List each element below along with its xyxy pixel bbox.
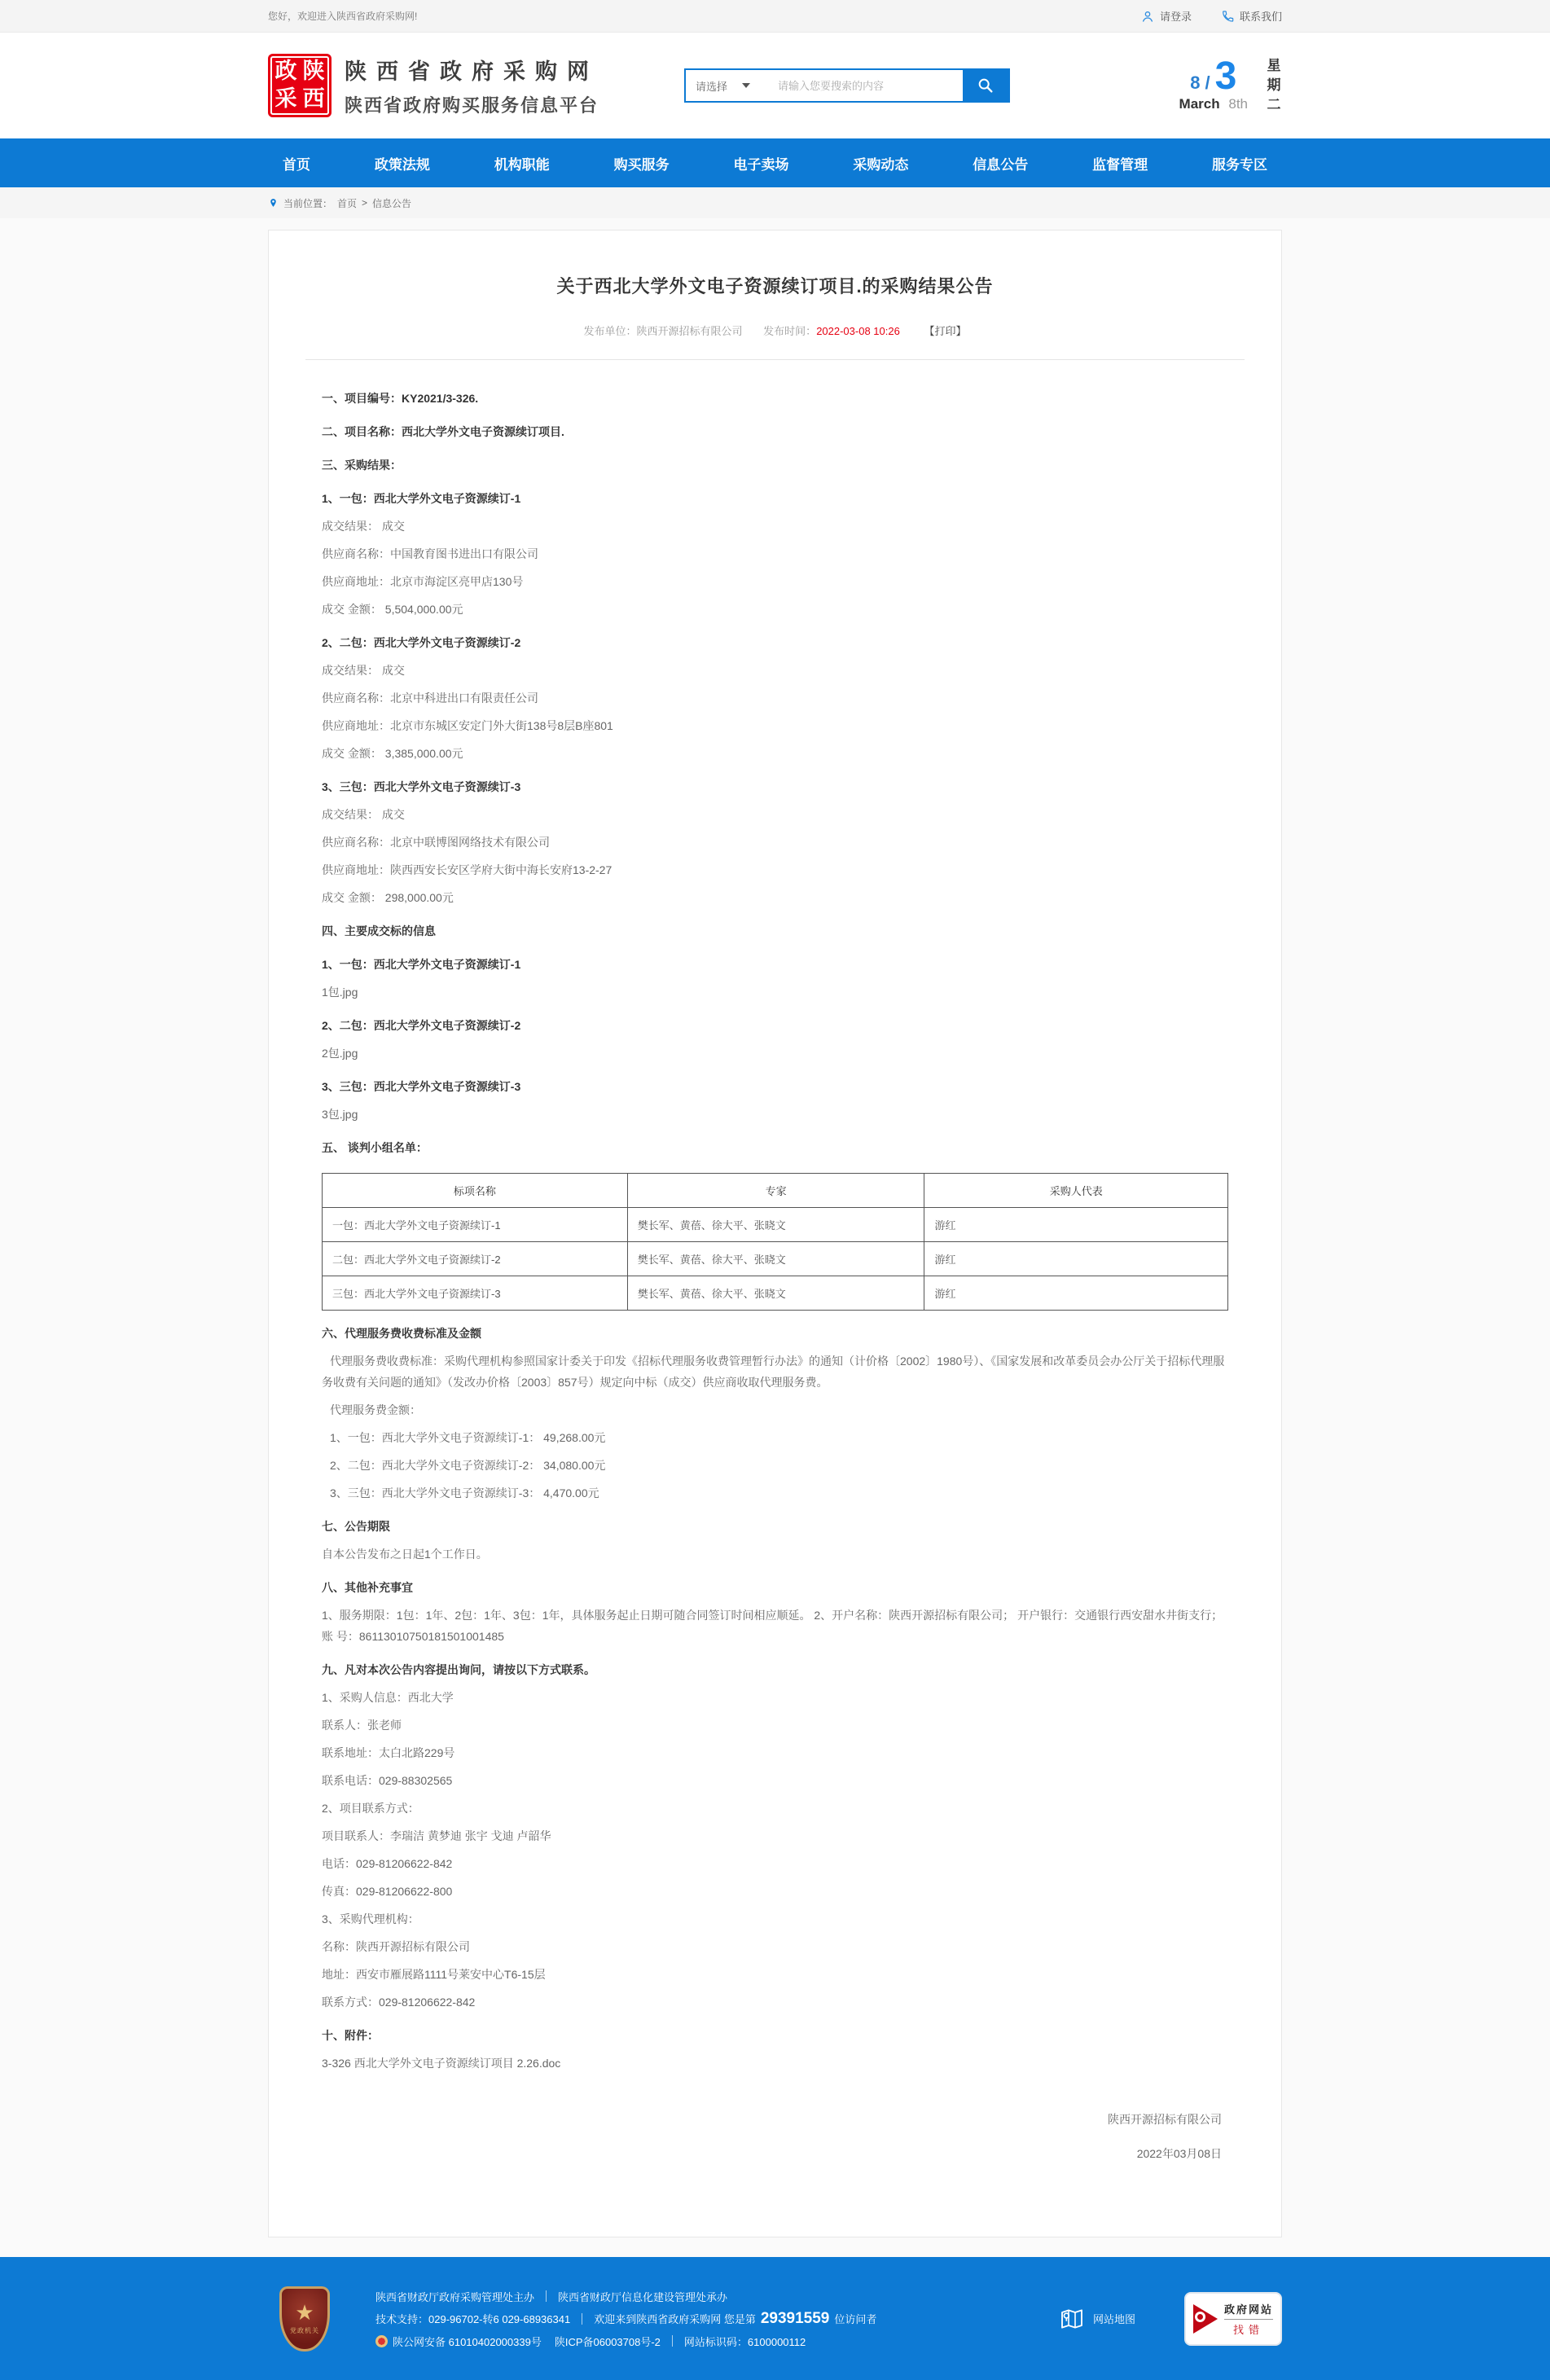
section-heading: 2、二包：西北大学外文电子资源续订-2 — [322, 636, 521, 649]
nav-item-9[interactable]: 服务专区 — [1212, 156, 1267, 173]
body-paragraph: 联系电话：029-88302565 — [322, 1774, 453, 1787]
body-paragraph: 地址：西安市雁展路1111号莱安中心T6-15层 — [322, 1968, 546, 1981]
emblem-star: ★ — [295, 2300, 314, 2325]
section-heading: 二、项目名称：西北大学外文电子资源续订项目. — [322, 425, 564, 438]
search-input[interactable] — [771, 70, 963, 101]
footer-site-code: 网站标识码：6100000112 — [683, 2335, 806, 2348]
date-weekday: 星期二 — [1267, 58, 1281, 112]
body-paragraph: 1、服务期限：1包：1年、2包：1年、3包：1年，具体服务起止日期可随合同签订时间相应顺延。 2、开户名称：陕西开源招标有限公司； 开户银行：交通银行西安甜水井街支行； 账 号：86113010750181501001485 — [322, 1609, 1223, 1643]
error-flag-icon — [1193, 2304, 1218, 2334]
body-paragraph: 2、二包：西北大学外文电子资源续订-2： 34,080.00元 — [330, 1459, 606, 1472]
site-subtitle: 陕西省政府购买服务信息平台 — [345, 95, 599, 116]
section-heading: 六、代理服务费收费标准及金额 — [322, 1327, 481, 1340]
body-paragraph: 项目联系人：李瑞洁 黄梦迪 张宇 戈迪 卢韶华 — [322, 1829, 551, 1842]
body-paragraph: 3包.jpg — [322, 1108, 358, 1121]
footer-organizer: 陕西省财政厅政府采购管理处主办 — [375, 2290, 535, 2303]
section-heading: 一、项目编号：KY2021/3-326. — [322, 392, 479, 405]
body-paragraph: 联系方式：029-81206622-842 — [322, 1996, 476, 2009]
publisher-value: 陕西开源招标有限公司 — [636, 325, 743, 337]
body-paragraph: 供应商名称：中国教育图书进出口有限公司 — [322, 547, 538, 560]
seal-char: 西 — [302, 86, 325, 112]
site-footer — [0, 2257, 1550, 2380]
date-month-number: 8 / — [1190, 72, 1210, 93]
divider — [672, 2335, 673, 2347]
body-paragraph: 供应商名称：北京中联博图网络技术有限公司 — [322, 836, 550, 849]
body-paragraph: 3、三包：西北大学外文电子资源续订-3： 4,470.00元 — [330, 1486, 599, 1500]
divider — [546, 2290, 547, 2302]
table-header-row — [323, 1174, 1228, 1208]
seal-char: 政 — [274, 59, 297, 84]
nav-item-7[interactable]: 信息公告 — [973, 156, 1029, 173]
error-report-badge[interactable] — [1184, 2292, 1282, 2346]
login-link[interactable] — [1141, 8, 1192, 24]
footer-beian-link[interactable]: 陕公网安备 61010402000339号 — [393, 2335, 542, 2348]
body-paragraph: 代理服务费金额： — [330, 1403, 421, 1416]
table-cell: 游红 — [924, 1208, 1228, 1242]
site-logo — [268, 54, 599, 117]
nav-item-4[interactable]: 购买服务 — [613, 156, 670, 173]
body-paragraph: 传真：029-81206622-800 — [322, 1885, 453, 1898]
table-cell: 三包：西北大学外文电子资源续订-3 — [323, 1276, 628, 1311]
body-paragraph: 自本公告发布之日起1个工作日。 — [322, 1548, 488, 1561]
section-heading: 1、一包：西北大学外文电子资源续订-1 — [322, 958, 521, 971]
announcement-card — [268, 230, 1282, 2237]
body-paragraph: 联系地址：太白北路229号 — [322, 1746, 455, 1759]
search-box — [684, 68, 1010, 103]
table-cell: 二包：西北大学外文电子资源续订-2 — [323, 1242, 628, 1276]
footer-co-organizer: 陕西省财政厅信息化建设管理处承办 — [558, 2290, 728, 2303]
divider — [305, 359, 1245, 360]
negotiation-team-table — [322, 1173, 1228, 1311]
section-heading: 四、主要成交标的信息 — [322, 924, 436, 938]
footer-support: 技术支持：029-96702-转6 029-68936341 — [375, 2313, 571, 2325]
article-meta — [322, 323, 1228, 338]
section-heading: 三、采购结果： — [322, 459, 402, 472]
body-paragraph: 成交 金额： 3,385,000.00元 — [322, 747, 463, 760]
top-bar — [0, 0, 1550, 33]
user-icon — [1141, 10, 1154, 23]
breadcrumb-label: 当前位置： — [283, 197, 333, 209]
body-paragraph: 2包.jpg — [322, 1047, 358, 1060]
sitemap-label: 网站地图 — [1092, 2313, 1135, 2325]
main-area — [0, 218, 1550, 2257]
breadcrumb-separator: > — [362, 197, 368, 209]
publisher-label: 发布单位： — [583, 325, 637, 337]
body-paragraph: 联系人：张老师 — [322, 1719, 402, 1732]
login-label: 请登录 — [1159, 11, 1192, 23]
visitor-count: 29391559 — [760, 2309, 830, 2327]
table-column-header: 标项名称 — [323, 1174, 628, 1208]
body-paragraph: 供应商地址：陕西西安长安区学府大街中海长安府13-2-27 — [322, 863, 613, 876]
nav-item-3[interactable]: 机构职能 — [494, 156, 550, 173]
welcome-text: 您好，欢迎进入陕西省政府采购网! — [268, 11, 418, 22]
main-nav — [268, 138, 1282, 187]
table-row — [323, 1242, 1228, 1276]
body-paragraph: 成交 金额： 298,000.00元 — [322, 891, 454, 904]
body-paragraph: 成交结果： 成交 — [322, 808, 405, 821]
table-cell: 樊长军、黄蓓、徐大平、张晓文 — [627, 1208, 924, 1242]
breadcrumb-current: 信息公告 — [372, 197, 412, 209]
body-paragraph: 供应商地址：北京市海淀区亮甲店130号 — [322, 575, 524, 588]
sitemap-link[interactable] — [1059, 2306, 1135, 2332]
phone-icon — [1221, 10, 1234, 23]
logo-seal-icon — [268, 54, 332, 117]
article-body-part2 — [322, 1323, 1228, 2074]
search-icon — [977, 77, 995, 94]
location-pin-icon — [268, 197, 279, 209]
body-paragraph: 代理服务费收费标准：采购代理机构参照国家计委关于印发《招标代理服务收费管理暂行办法》的通知（计价格〔2002〕1980号）、《国家发展和改革委员会办公厅关于招标代理服务收费有关问题的通知》（发改办价格〔2003〕857号）规定向中标（成交）供应商收取代理服务费。 — [322, 1355, 1225, 1389]
error-badge-subtitle: 找错 — [1224, 2319, 1273, 2337]
body-paragraph[interactable]: 3-326 西北大学外文电子资源续订项目 2.26.doc — [322, 2057, 561, 2070]
body-paragraph: 3、采购代理机构： — [322, 1912, 419, 1926]
date-day-ordinal: 8th — [1228, 96, 1248, 112]
table-cell: 游红 — [924, 1276, 1228, 1311]
footer-icp-link[interactable]: 陕ICP备06003708号-2 — [554, 2335, 661, 2348]
nav-item-1[interactable]: 首页 — [283, 156, 310, 173]
contact-link[interactable] — [1221, 8, 1282, 24]
breadcrumb-bar — [0, 187, 1550, 218]
map-icon — [1059, 2306, 1085, 2332]
publish-time-value: 2022-03-08 10:26 — [816, 325, 900, 337]
footer-welcome-pre: 欢迎来到陕西省政府采购网 您是第 — [594, 2313, 756, 2325]
table-column-header: 采购人代表 — [924, 1174, 1228, 1208]
nav-item-2[interactable]: 政策法规 — [374, 156, 430, 173]
section-heading: 3、三包：西北大学外文电子资源续订-3 — [322, 1080, 521, 1093]
date-widget — [1179, 56, 1282, 115]
table-cell: 游红 — [924, 1242, 1228, 1276]
section-heading: 2、二包：西北大学外文电子资源续订-2 — [322, 1019, 521, 1032]
breadcrumb — [268, 187, 1282, 218]
search-category-select[interactable] — [686, 70, 771, 101]
body-paragraph: 供应商名称：北京中科进出口有限责任公司 — [322, 692, 538, 705]
seal-char: 采 — [274, 86, 297, 112]
table-row — [323, 1276, 1228, 1311]
police-badge-icon — [375, 2335, 388, 2347]
signature-block — [322, 2111, 1228, 2162]
emblem-label: 党政机关 — [290, 2327, 319, 2334]
main-nav-bar — [0, 138, 1550, 187]
search-button[interactable] — [963, 70, 1008, 101]
table-column-header: 专家 — [627, 1174, 924, 1208]
table-cell: 樊长军、黄蓓、徐大平、张晓文 — [627, 1276, 924, 1311]
print-button[interactable]: 【打印】 — [924, 325, 967, 337]
body-paragraph: 电话：029-81206622-842 — [322, 1857, 453, 1870]
article-body-part1 — [322, 388, 1228, 1158]
site-header — [0, 33, 1550, 138]
publish-time-label: 发布时间： — [763, 325, 817, 337]
date-day-number: 3 — [1214, 55, 1237, 98]
breadcrumb-home[interactable]: 首页 — [337, 197, 358, 209]
table-cell: 一包：西北大学外文电子资源续订-1 — [323, 1208, 628, 1242]
body-paragraph: 1、采购人信息：西北大学 — [322, 1691, 454, 1704]
signature-org: 陕西开源招标有限公司 — [1108, 2113, 1222, 2126]
body-paragraph: 1包.jpg — [322, 986, 358, 999]
date-month-name: March — [1179, 96, 1220, 112]
seal-char: 陕 — [302, 59, 325, 84]
signature-date: 2022年03月08日 — [1136, 2147, 1222, 2160]
section-heading: 八、其他补充事宜 — [322, 1581, 413, 1594]
site-title: 陕西省政府采购网 — [345, 59, 599, 84]
section-heading: 十、附件： — [322, 2029, 379, 2042]
body-paragraph: 成交 金额： 5,504,000.00元 — [322, 603, 463, 616]
table-cell: 樊长军、黄蓓、徐大平、张晓文 — [627, 1242, 924, 1276]
body-paragraph: 供应商地址：北京市东城区安定门外大街138号8层B座801 — [322, 719, 613, 732]
section-heading: 七、公告期限 — [322, 1520, 390, 1533]
error-badge-title: 政府网站 — [1223, 2303, 1273, 2316]
section-heading: 3、三包：西北大学外文电子资源续订-3 — [322, 780, 521, 793]
table-row — [323, 1208, 1228, 1242]
body-paragraph: 成交结果： 成交 — [322, 664, 405, 677]
page-title: 关于西北大学外文电子资源续订项目.的采购结果公告 — [556, 276, 994, 296]
government-emblem-icon — [279, 2286, 330, 2351]
body-paragraph: 名称：陕西开源招标有限公司 — [322, 1940, 470, 1953]
chevron-down-icon — [742, 83, 750, 88]
search-select-label: 请选择 — [696, 80, 728, 93]
footer-welcome-post: 位访问者 — [834, 2313, 877, 2325]
body-paragraph: 1、一包：西北大学外文电子资源续订-1： 49,268.00元 — [330, 1431, 606, 1444]
body-paragraph: 2、项目联系方式： — [322, 1802, 419, 1815]
nav-item-8[interactable]: 监督管理 — [1092, 156, 1148, 173]
nav-item-5[interactable]: 电子卖场 — [733, 156, 789, 173]
nav-item-6[interactable]: 采购动态 — [853, 156, 909, 173]
section-heading: 五、 谈判小组名单： — [322, 1141, 428, 1154]
contact-label: 联系我们 — [1239, 11, 1282, 23]
section-heading: 九、凡对本次公告内容提出询问，请按以下方式联系。 — [322, 1663, 595, 1676]
body-paragraph: 成交结果： 成交 — [322, 520, 405, 533]
section-heading: 1、一包：西北大学外文电子资源续订-1 — [322, 492, 521, 505]
